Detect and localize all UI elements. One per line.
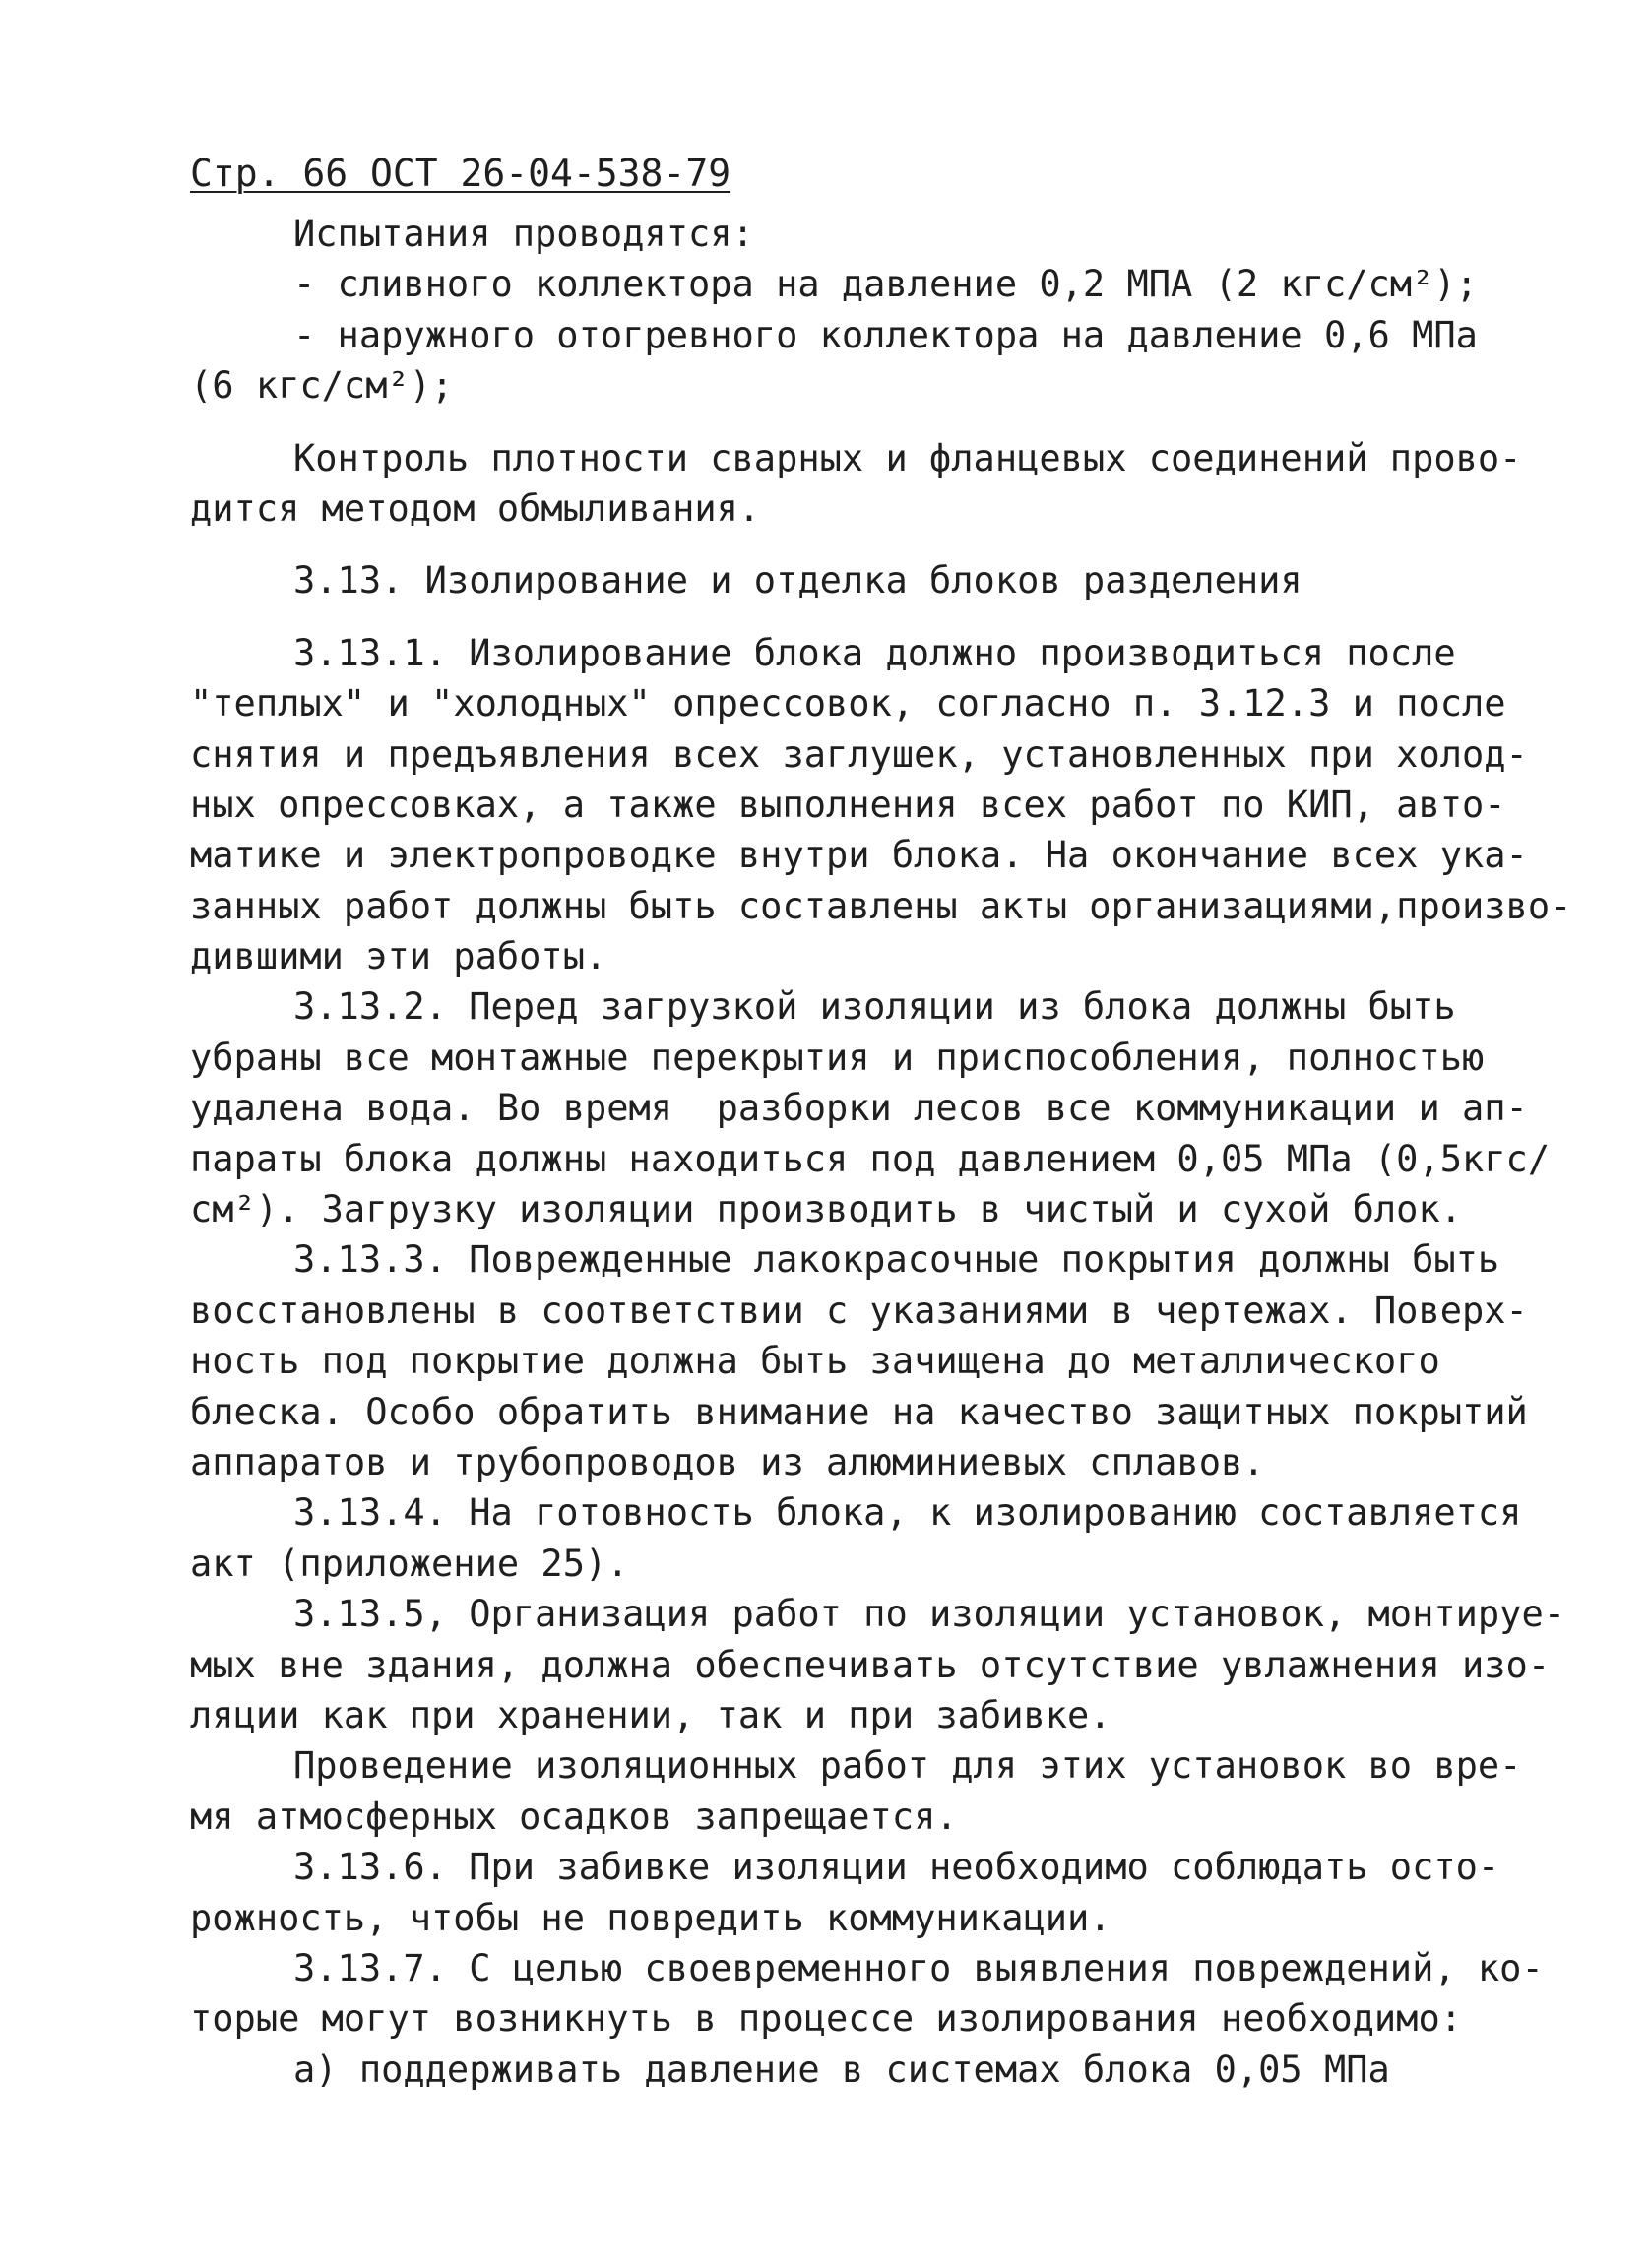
text-line: матике и электропроводке внутри блока. На окончание всех ука- (190, 834, 1528, 877)
text-line: аппаратов и трубопроводов из алюминиевых сплавов. (190, 1440, 1265, 1483)
paragraph-gap (190, 411, 1499, 433)
paragraph-gap (190, 534, 1499, 555)
text-line: Контроль плотности сварных и фланцевых соединений прово- (293, 436, 1522, 479)
text-line: блеска. Особо обратить внимание на качество защитных покрытий (190, 1390, 1528, 1433)
text-line: 3.13.6. При забивке изоляции необходимо соблюдать осто- (293, 1846, 1500, 1889)
text-line: параты блока должны находиться под давлением 0,05 МПа (0,5кгс/ (190, 1137, 1551, 1180)
text-line: - сливного коллектора на давление 0,2 МПА (2 кгс/см²); (293, 263, 1478, 306)
text-line: Проведение изоляционных работ для этих установок во вре- (293, 1744, 1522, 1788)
text-line: дившими эти работы. (190, 935, 607, 978)
text-line: (6 кгс/см²); (190, 364, 454, 408)
text-line: 3.13.7. С целью своевременного выявления повреждений, ко- (293, 1946, 1544, 1989)
text-line: акт (приложение 25). (190, 1542, 629, 1585)
text-line: мых вне здания, должна обеспечивать отсутствие увлажнения изо- (190, 1643, 1551, 1686)
text-line: занных работ должны быть составлены акты организациями,произво- (190, 884, 1572, 927)
paragraph-gap (190, 606, 1499, 628)
text-line: удалена вода. Во время разборки лесов все коммуникации и ап- (190, 1087, 1528, 1130)
text-line: 3.13.3. Поврежденные лакокрасочные покрытия должны быть (293, 1238, 1500, 1282)
text-line: ных опрессовках, а также выполнения всех работ по КИП, авто- (190, 783, 1506, 826)
text-line: рожность, чтобы не повредить коммуникации. (190, 1896, 1111, 1939)
document-body (190, 209, 1572, 2095)
text-line: дится методом обмыливания. (190, 486, 761, 530)
text-line: убраны все монтажные перекрытия и приспособления, полностью (190, 1036, 1485, 1079)
text-line: снятия и предъявления всех заглушек, установленных при холод- (190, 732, 1528, 776)
text-line: 3.13.4. На готовность блока, к изолированию составляется (293, 1491, 1522, 1535)
text-line: торые могут возникнуть в процессе изолирования необходимо: (190, 1997, 1463, 2041)
text-line: ляции как при хранении, так и при забивке. (190, 1693, 1111, 1736)
page-header: Стр. 66 ОСТ 26-04-538-79 (190, 152, 731, 195)
text-line: Испытания проводятся: (293, 213, 754, 255)
text-line: 3.13. Изолирование и отделка блоков разделения (293, 559, 1302, 602)
text-line: 3.13.5, Организация работ по изоляции установок, монтируе- (293, 1593, 1566, 1636)
text-line: 3.13.1. Изолирование блока должно производиться после (293, 631, 1456, 674)
text-line: восстановлены в соответствии с указаниями в чертежах. Поверх- (190, 1289, 1528, 1332)
text-line: - наружного отогревного коллектора на давление 0,6 МПа (293, 313, 1478, 356)
text-line: мя атмосферных осадков запрещается. (190, 1795, 958, 1838)
text-line: а) поддерживать давление в системах блока 0,05 МПа (293, 2048, 1390, 2091)
text-line: 3.13.2. Перед загрузкой изоляции из блока должны быть (293, 985, 1456, 1029)
text-line: "теплых" и "холодных" опрессовок, согласно п. 3.12.3 и после (190, 682, 1506, 725)
text-line: ность под покрытие должна быть зачищена до металлического (190, 1340, 1440, 1383)
text-line: см²). Загрузку изоляции производить в чистый и сухой блок. (190, 1188, 1463, 1231)
